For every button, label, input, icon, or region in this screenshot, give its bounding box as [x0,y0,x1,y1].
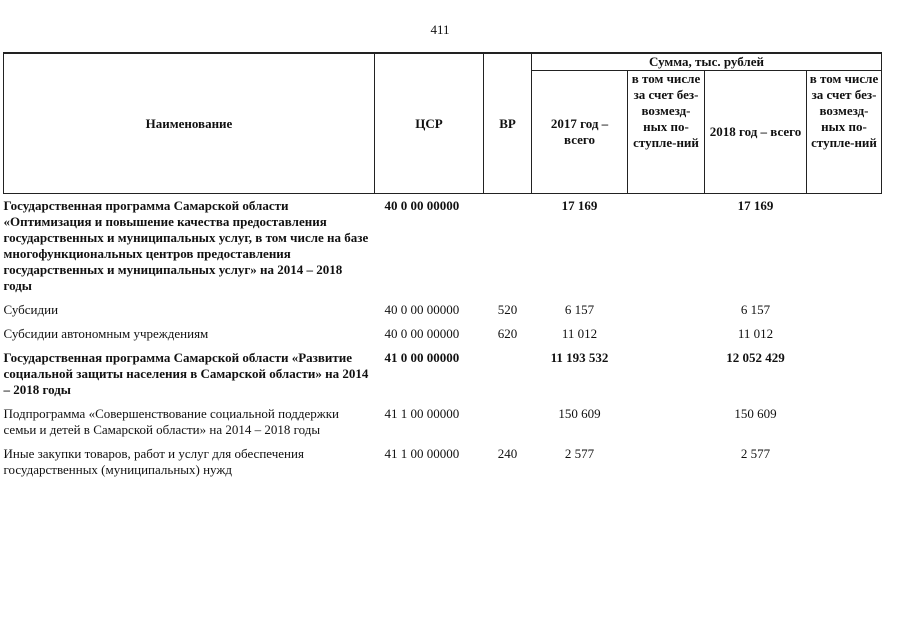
table-row [4,446,882,486]
row-gratuitous-2018 [807,446,882,486]
row-total-2017: 6 157 [564,302,595,317]
row-vr [484,350,532,406]
table-header [4,53,882,194]
table-body [4,194,882,487]
row-gratuitous-2018 [807,194,882,303]
page-number: 411 [430,22,450,37]
row-gratuitous-2017 [628,194,705,303]
row-gratuitous-2017 [628,326,705,350]
row-name: Государственная программа Самарской области «Развитие социальной защиты населения в Самарской области» на 2014 – 2018 годы [3,350,369,397]
header-total-2018: 2018 год – всего [705,71,807,194]
row-gratuitous-2017 [628,350,705,406]
table-row [4,406,882,446]
table-row [4,350,882,406]
row-total-2018: 12 052 429 [726,350,785,365]
row-total-2017: 150 609 [558,406,601,421]
row-csr: 40 0 00 00000 [384,198,460,213]
row-name: Государственная программа Самарской области «Оптимизация и повышение качества предоставления государственных и муниципальных услуг, в том числе на базе многофункциональных центров предоставления государственных и муниципальных услуг» на 2014 – 2018 годы [3,198,369,293]
row-gratuitous-2018 [807,302,882,326]
row-csr: 41 1 00 00000 [384,406,460,421]
row-total-2018: 2 577 [740,446,771,461]
row-gratuitous-2017 [628,406,705,446]
row-vr [484,194,532,303]
row-name: Иные закупки товаров, работ и услуг для обеспечения государственных (муниципальных) нужд [3,446,304,477]
row-csr: 40 0 00 00000 [384,302,460,317]
table-row [4,302,882,326]
row-total-2017: 11 012 [561,326,598,341]
row-csr: 41 0 00 00000 [384,350,460,365]
row-total-2018: 11 012 [737,326,774,341]
row-vr: 620 [497,326,518,341]
header-vr: ВР [484,53,532,194]
row-csr: 41 1 00 00000 [384,446,460,461]
row-gratuitous-2017 [628,446,705,486]
row-gratuitous-2018 [807,350,882,406]
row-total-2018: 150 609 [734,406,777,421]
row-total-2018: 6 157 [740,302,771,317]
header-sum-group: Сумма, тыс. рублей [532,53,882,71]
row-csr: 40 0 00 00000 [384,326,460,341]
header-gratuitous-2018: в том числе за счет без-возмезд-ных по-ступле-ний [807,71,882,194]
header-csr: ЦСР [375,53,484,194]
row-gratuitous-2017 [628,302,705,326]
row-total-2018: 17 169 [737,198,774,213]
header-gratuitous-2017: в том числе за счет без-возмезд-ных по-ступле-ний [628,71,705,194]
row-name: Субсидии [3,302,59,317]
row-gratuitous-2018 [807,326,882,350]
row-total-2017: 17 169 [561,198,598,213]
budget-table [3,52,882,486]
row-vr: 520 [497,302,518,317]
row-gratuitous-2018 [807,406,882,446]
row-vr: 240 [497,446,518,461]
row-name: Подпрограмма «Совершенствование социальной поддержки семьи и детей в Самарской области» на 2014 – 2018 годы [3,406,339,437]
header-name: Наименование [4,53,375,194]
row-vr [484,406,532,446]
table-row [4,326,882,350]
header-total-2017: 2017 год – всего [532,71,628,194]
row-total-2017: 11 193 532 [550,350,609,365]
row-total-2017: 2 577 [564,446,595,461]
row-name: Субсидии автономным учреждениям [3,326,209,341]
table-row [4,194,882,303]
